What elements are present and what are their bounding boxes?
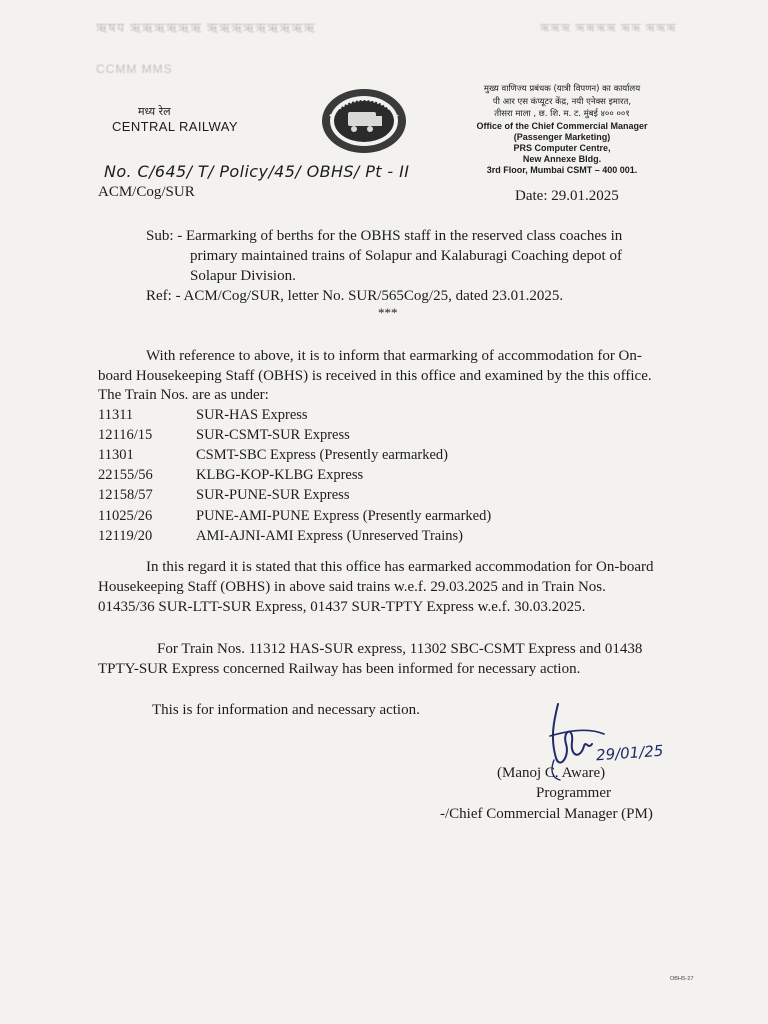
train-number: 12119/20	[98, 528, 153, 544]
train-number: 11025/26	[98, 508, 153, 524]
office-english-line: New Annexe Bldg.	[522, 153, 602, 164]
paragraph-line: TPTY-SUR Express concerned Railway has been informed for necessary action.	[98, 661, 581, 677]
paragraph-line: board Housekeeping Staff (OBHS) is received in this office and examined by the this office.	[98, 368, 652, 384]
separator-asterisks: ***	[378, 305, 398, 320]
paragraph-line: In this regard it is stated that this office has earmarked accommodation for On-board	[146, 559, 654, 575]
subject-line: primary maintained trains of Solapur and Kalaburagi Coaching depot of	[190, 248, 622, 264]
subject-line: Sub: - Earmarking of berths for the OBHS staff in the reserved class coaches in	[146, 228, 623, 244]
letter-date: Date: 29.01.2025	[515, 188, 619, 204]
signatory-name: (Manoj C. Aware)	[497, 765, 606, 781]
train-number: 22155/56	[98, 467, 153, 483]
train-name: AMI-AJNI-AMI Express (Unreserved Trains)	[196, 528, 463, 544]
letter-number: No. C/645/ T/ Policy/45/ OBHS/ Pt - II	[104, 162, 410, 181]
train-name: CSMT-SBC Express (Presently earmarked)	[196, 447, 448, 463]
train-name: SUR-PUNE-SUR Express	[196, 487, 350, 503]
railway-name: CENTRAL RAILWAY	[112, 119, 238, 134]
paragraph-line: 01435/36 SUR-LTT-SUR Express, 01437 SUR-TPTY Express w.e.f. 30.03.2025.	[98, 599, 586, 615]
train-name: SUR-CSMT-SUR Express	[196, 427, 350, 443]
indian-railways-logo-icon	[318, 86, 410, 156]
train-number: 12116/15	[98, 427, 153, 443]
office-english-line: PRS Computer Centre,	[513, 142, 611, 153]
signatory-office: -/Chief Commercial Manager (PM)	[440, 806, 653, 822]
paragraph-line: For Train Nos. 11312 HAS-SUR express, 11302 SBC-CSMT Express and 01438	[157, 641, 643, 657]
faded-subheader-text: CCMM MMS	[96, 62, 173, 76]
office-hindi-line: पी आर एस कंप्यूटर केंद्र, नयी एनेक्स इमारत,	[492, 96, 632, 107]
train-name: KLBG-KOP-KLBG Express	[196, 467, 364, 483]
hindi-railway-name: मध्य रेल	[138, 105, 171, 118]
office-hindi-line: तीसरा माला , छ. शि. म. ट. मुंबई ४०० ००१	[494, 109, 630, 119]
subject-line: Solapur Division.	[190, 268, 296, 284]
train-number: 11301	[98, 447, 134, 463]
reference-line: Ref: - ACM/Cog/SUR, letter No. SUR/565Cog/25, dated 23.01.2025.	[146, 288, 564, 304]
paragraph-line: With reference to above, it is to inform that earmarking of accommodation for On-	[146, 348, 642, 364]
train-name: SUR-HAS Express	[196, 407, 308, 423]
office-address-block	[452, 83, 672, 176]
faded-header-text-right: ऋऋऋ ऋऋऋऋ ऋऋ ऋऋऋ	[540, 22, 677, 34]
footer-code: OBHS-27	[670, 976, 694, 982]
handwritten-date: 29/01/25	[595, 741, 664, 765]
office-english-line: Office of the Chief Commercial Manager	[476, 120, 648, 131]
closing-line: This is for information and necessary action.	[152, 702, 420, 718]
office-hindi-line: मुख्य वाणिज्य प्रबंधक (यात्री विपणन) का कार्यालय	[483, 84, 641, 94]
office-english-line: 3rd Floor, Mumbai CSMT – 400 001.	[486, 164, 638, 175]
signatory-designation: Programmer	[536, 785, 611, 801]
reference-code: ACM/Cog/SUR	[98, 184, 195, 200]
faded-header-text: ऋषय ऋऋऋऋऋऋ ऋऋऋऋऋऋऋऋऋ	[96, 20, 316, 35]
paragraph-line: The Train Nos. are as under:	[98, 387, 269, 403]
paragraph-line: Housekeeping Staff (OBHS) in above said trains w.e.f. 29.03.2025 and in Train Nos.	[98, 579, 606, 595]
train-number: 11311	[98, 407, 134, 423]
train-name: PUNE-AMI-PUNE Express (Presently earmarked)	[196, 508, 492, 524]
train-number: 12158/57	[98, 487, 153, 503]
office-english-line: (Passenger Marketing)	[513, 131, 611, 142]
